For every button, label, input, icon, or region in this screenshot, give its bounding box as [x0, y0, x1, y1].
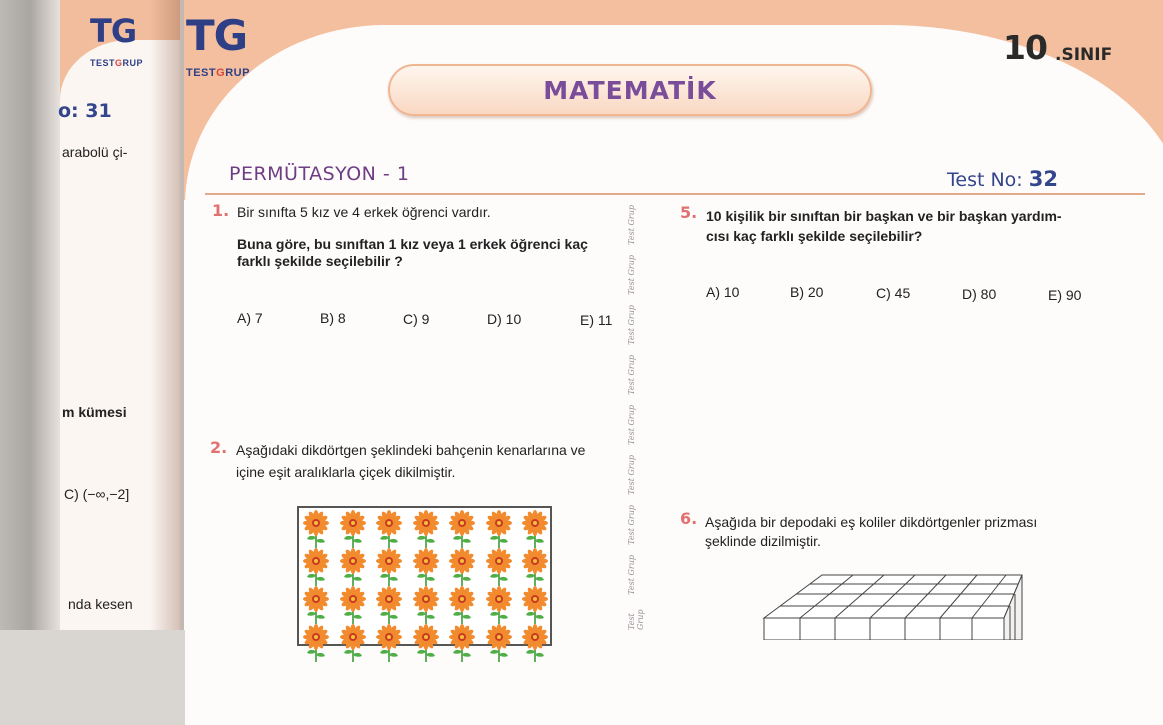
- question-6-number: 6.: [680, 509, 698, 528]
- logo-sub-suffix: RUP: [225, 67, 250, 79]
- question-5-option-a[interactable]: A) 10: [706, 284, 740, 300]
- previous-page-logo-subtitle: [90, 58, 143, 68]
- previous-page-test-no: o: 31: [58, 100, 112, 122]
- question-5-option-b[interactable]: B) 20: [790, 284, 824, 300]
- flower-icon: [301, 586, 331, 624]
- title-banner: [388, 64, 872, 116]
- logo-tg: TG: [186, 11, 248, 60]
- book-spine-shadow: [0, 0, 60, 630]
- watermark-text: Test Grup: [627, 609, 645, 630]
- garden-rectangle-figure: [297, 506, 552, 646]
- test-number: [947, 167, 1058, 191]
- main-logo: [186, 11, 248, 60]
- question-1-option-d[interactable]: D) 10: [487, 311, 522, 327]
- flower-icon: [301, 510, 331, 548]
- question-1-option-a[interactable]: A) 7: [237, 310, 263, 326]
- question-1-option-c[interactable]: C) 9: [403, 311, 430, 327]
- question-5-option-d[interactable]: D) 80: [962, 286, 997, 302]
- logo-sub-accent: G: [216, 67, 226, 79]
- question-6-line2: şeklinde dizilmiştir.: [705, 533, 821, 549]
- question-1-prompt-line2: farklı şekilde seçilebilir ?: [237, 253, 403, 269]
- question-2-line1: Aşağıdaki dikdörtgen şeklindeki bahçenin kenarlarına ve: [236, 442, 586, 458]
- flower-icon: [520, 548, 550, 586]
- flower-icon: [374, 548, 404, 586]
- page-title: MATEMATİK: [543, 75, 717, 105]
- grade-number: 10: [1003, 28, 1047, 67]
- question-2-line2: içine eşit aralıklarla çiçek dikilmiştir.: [236, 464, 456, 480]
- watermark-text: Test Grup: [627, 505, 636, 545]
- question-5-prompt-line1: 10 kişilik bir sınıftan bir başkan ve bir başkan yardım-: [706, 208, 1062, 224]
- flower-icon: [484, 510, 514, 548]
- flower-icon: [374, 586, 404, 624]
- flower-icon: [484, 586, 514, 624]
- question-1-prompt-line1: Buna göre, bu sınıftan 1 kız veya 1 erkek öğrenci kaç: [237, 236, 588, 252]
- question-1-number: 1.: [212, 201, 230, 220]
- flower-icon: [411, 510, 441, 548]
- logo-sub-prefix: TEST: [90, 58, 116, 68]
- previous-page-text-4: nda kesen: [68, 596, 133, 612]
- question-1-text: Bir sınıfta 5 kız ve 4 erkek öğrenci vardır.: [237, 204, 491, 220]
- watermark-text: Test Grup: [627, 405, 636, 445]
- watermark-text: Test Grup: [627, 305, 636, 345]
- grade-label: .SINIF: [1055, 45, 1113, 65]
- test-number-value: 32: [1028, 167, 1058, 191]
- section-title: PERMÜTASYON - 1: [229, 163, 410, 185]
- flower-icon: [338, 510, 368, 548]
- column-divider-watermark: [627, 205, 649, 630]
- question-1-option-b[interactable]: B) 8: [320, 310, 346, 326]
- question-6-line1: Aşağıda bir depodaki eş koliler dikdörtgenler prizması: [705, 514, 1038, 530]
- flower-icon: [338, 548, 368, 586]
- previous-page-text-1: arabolü çi-: [62, 144, 128, 160]
- logo-sub-suffix: RUP: [122, 58, 144, 68]
- previous-page-text-3: C) (−∞,−2]: [64, 486, 130, 502]
- previous-page-text-2: m kümesi: [62, 404, 127, 420]
- watermark-text: Test Grup: [627, 455, 636, 495]
- flower-icon: [374, 510, 404, 548]
- question-2-number: 2.: [210, 438, 228, 457]
- question-1-option-e[interactable]: E) 11: [580, 312, 613, 328]
- flower-icon: [520, 586, 550, 624]
- logo-sub-prefix: TEST: [186, 67, 217, 79]
- flower-icon: [447, 548, 477, 586]
- header-divider: [205, 193, 1145, 195]
- watermark-text: Test Grup: [627, 555, 636, 595]
- question-5-prompt-line2: cısı kaç farklı şekilde seçilebilir?: [706, 228, 923, 244]
- question-5-option-e[interactable]: E) 90: [1048, 287, 1082, 303]
- logo-tg: TG: [90, 12, 137, 50]
- question-5-number: 5.: [680, 203, 698, 222]
- previous-page-logo: [90, 14, 136, 48]
- main-logo-subtitle: [186, 67, 250, 79]
- question-5-option-c[interactable]: C) 45: [876, 285, 911, 301]
- logo-sub-accent: G: [115, 58, 123, 68]
- watermark-text: Test Grup: [627, 355, 636, 395]
- flower-icon: [338, 586, 368, 624]
- binding-edge: [180, 0, 184, 630]
- flower-icon: [411, 548, 441, 586]
- flower-icon: [447, 586, 477, 624]
- flower-icon: [520, 510, 550, 548]
- watermark-text: Test Grup: [627, 205, 636, 245]
- watermark-text: Test Grup: [627, 255, 636, 295]
- page-fold-shadow: [150, 0, 180, 630]
- test-number-label: Test No:: [947, 169, 1023, 191]
- flower-icon: [484, 548, 514, 586]
- flower-icon: [447, 510, 477, 548]
- flower-icon: [301, 548, 331, 586]
- flower-icon: [411, 586, 441, 624]
